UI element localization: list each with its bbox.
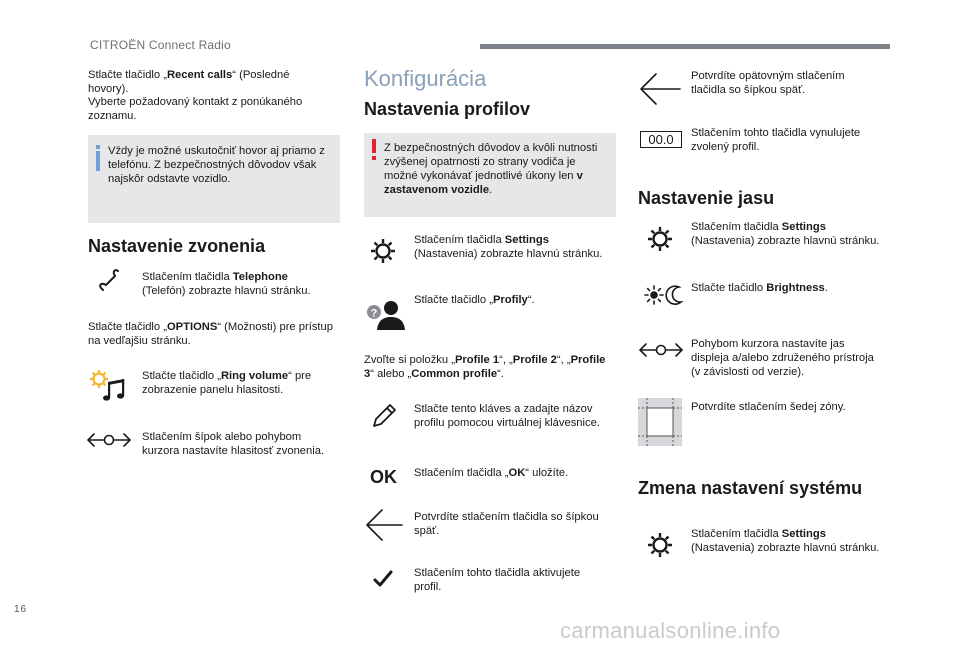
settings-gear-icon-3 <box>645 530 675 560</box>
back-arrow-icon <box>364 508 404 542</box>
intro-recent-calls: Stlačte tlačidlo „Recent calls“ (Posledné hovory). <box>88 69 290 95</box>
item-arrows-text: Stlačením šípok alebo pohybom kurzora nastavíte hlasitosť zvonenia. <box>142 431 325 457</box>
item-grey-text: Potvrdíte stlačením šedej zóny. <box>691 401 846 413</box>
back-arrow-icon-2 <box>638 72 682 106</box>
options-text: Stlačte tlačidlo „OPTIONS“ (Možnosti) pre prístup na vedľajšiu stránku. <box>88 321 333 347</box>
item-cursor-text: Pohybom kurzora nastavíte jas displeja a/alebo združeného prístroja (v závislosti od verzie). <box>691 338 874 378</box>
page-number: 16 <box>14 604 28 615</box>
settings-gear-icon-2 <box>645 224 675 254</box>
grey-zone-icon <box>638 398 682 446</box>
watermark: carmanualsonline.info <box>560 618 781 643</box>
svg-text:?: ? <box>370 307 378 320</box>
warning-note <box>364 133 616 217</box>
brightness-sun-moon-icon <box>643 283 685 307</box>
item-settings3-text: Stlačením tlačidla Settings (Nastavenia) zobrazte hlavnú stránku. <box>691 528 880 554</box>
info-icon <box>96 151 100 171</box>
item-check-text: Stlačením tohto tlačidla aktivujete profil. <box>414 567 581 593</box>
info-note-text: Vždy je možné uskutočniť hovor aj priamo z telefónu. Z bezpečnostných dôvodov však najskôr odstavte vozidlo. <box>108 145 325 185</box>
choose-profile-text: Zvoľte si položku „Profile 1“, „Profile 2“, „Profile 3“ alebo „Common profile“. <box>364 354 606 380</box>
item-brightness-text: Stlačte tlačidlo Brightness. <box>691 282 828 294</box>
telephone-icon <box>98 268 124 294</box>
section-title-konfiguracia: Konfigurácia <box>364 66 487 91</box>
slider-arrows-icon-2 <box>638 340 684 360</box>
running-header: CITROËN Connect Radio <box>90 38 231 52</box>
item-ok-text: Stlačením tlačidla „OK“ uložíte. <box>414 467 569 479</box>
item-reset-text: Stlačením tohto tlačidla vynulujete zvolený profil. <box>691 127 861 153</box>
warning-icon <box>372 139 376 153</box>
info-note <box>88 135 340 223</box>
item-ring-volume-text: Stlačte tlačidlo „Ring volume“ pre zobrazenie panelu hlasitosti. <box>142 370 312 396</box>
checkmark-icon <box>373 570 393 588</box>
header-bar <box>480 44 890 49</box>
heading-zmena-nastaveni: Zmena nastavení systému <box>638 478 863 498</box>
item-back2-text: Potvrdíte opätovným stlačením tlačidla so šípkou späť. <box>691 70 845 96</box>
heading-nastavenia-profilov: Nastavenia profilov <box>364 99 531 119</box>
reset-button-icon: 00.0 <box>640 131 682 148</box>
item-back-text: Potvrdíte stlačením tlačidla so šípkou späť. <box>414 511 599 537</box>
item-pencil-text: Stlačte tento kláves a zadajte názov profilu pomocou virtuálnej klávesnice. <box>414 403 600 429</box>
slider-arrows-icon <box>86 430 132 450</box>
settings-gear-icon <box>368 236 398 266</box>
heading-nastavenie-zvonenia: Nastavenie zvonenia <box>88 236 266 256</box>
pencil-icon <box>370 400 398 430</box>
item-telephone-text: Stlačením tlačidla Telephone (Telefón) zobrazte hlavnú stránku. <box>142 271 311 297</box>
warning-note-text: Z bezpečnostných dôvodov a kvôli nutnosti zvýšenej opatrnosti zo strany vodiča je možné vykonávať jednotlivé úkony len v zastavenom vozidle. <box>384 142 598 196</box>
profile-user-icon <box>365 296 407 332</box>
item-settings-text: Stlačením tlačidla Settings (Nastavenia) zobrazte hlavnú stránku. <box>414 234 603 260</box>
intro-select-contact: Vyberte požadovaný kontakt z ponúkaného zoznamu. <box>88 96 303 122</box>
heading-nastavenie-jasu: Nastavenie jasu <box>638 188 775 208</box>
item-profily-text: Stlačte tlačidlo „Profily“. <box>414 294 535 306</box>
item-settings2-text: Stlačením tlačidla Settings (Nastavenia) zobrazte hlavnú stránku. <box>691 221 880 247</box>
ok-button-icon: OK <box>370 467 397 487</box>
ring-volume-icon <box>88 368 128 404</box>
